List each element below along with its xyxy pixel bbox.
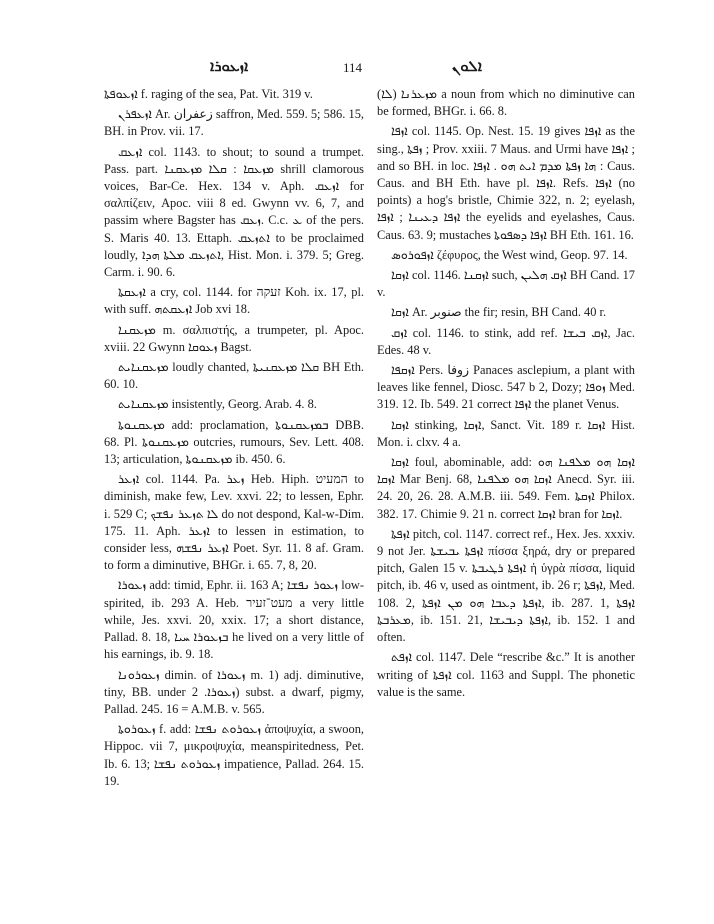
entry: ܐܙܦܬ col. 1147. Dele “rescribe &c.” It is another writing of ܐܙܦܬܐ col. 1163 and Suppl. The phonetic value is the same. <box>377 650 635 699</box>
entry: ܐܙܩܐ stinking, ܐܙܩܐ, Sanct. Vit. 189 r. ܐܙܩܐ Hist. Mon. i. clxv. 4 a. <box>377 417 635 449</box>
entry: ܙܥܘܪܘܬܐ f. add: ܙܥܘܪܘܬ ܢܦܫܐ ἀποψυχία, a swoon, Hippoc. vii 7, μικροψυχία, meanspiritedness, Pet. Ib. 6. 13; ܙܥܘܪܘܬ ܢܦܫܐ impatience, Pallad. 264. 15. 19. <box>104 722 364 788</box>
entry: ܡܙܥܩܢܐܝܬ insistently, Georg. Arab. 4. 8. <box>118 397 317 412</box>
right-column <box>377 86 635 704</box>
entry: ܐܙܩܐ Ar. صنوبر the fir; resin, BH Cand. 40 r. <box>391 305 607 320</box>
entry: ܙܥܘܪܐ add: timid, Ephr. ii. 163 A; ܙܥܘܪ ܢܦܫܐ low-spirited, ib. 293 A. Heb. מעט־זעיר a very little while, Jes. xxvi. 20, xxix. 17; a short distance, Pallad. 8. 18, ܒܙܥܘܪܐ ܚܝܐ he lived on a very little of his earnings, ib. 9. 18. <box>104 578 364 662</box>
entry: ܐܙܥܪ col. 1144. Pa. ܙܥܪ Heb. Hiph. המעיט to diminish, make few, Lev. xxvi. 22; to lessen, Ephr. i. 529 C; ܠܐ ܬܙܥܪ ܢܦܫܟ do not despond, Kal-w-Dim. 175. 11. Aph. ܐܙܥܪ to lessen in estimation, to consider less, ܐܙܥܪ ܢܦܫܗ Poet. Syr. 11. 8 af. Gram. to form a diminutive, BHGr. i. 65. 7, 8, 20. <box>104 472 364 573</box>
entry: ܐܙܦܬܐ pitch, col. 1147. correct ref., Hex. Jes. xxxiv. 9 not Jer. ܐܙܦܬܐ ܝܒܝܫܬܐ πίσσα ξηρά, dry or prepared pitch, Galen 15 v. ܐܙܦܬܐ ܪܛܝܒܬܐ ἡ ὑγρὰ πίσσα, liquid pitch, ib. 46 v, used as ointment, ib. 26 r; ܐܙܦܬܐ, Med. 108. 2, ܐܙܦܬܐ ܕܥܒܐ ܗܘ ܡܢ ܐܙܦܬܐ, ib. 287. 1, ܐܙܦܬܐ ܡܥܪܒܬܐ, ib. 151. 21, ܐܙܦܬܐ ܕܝܒܝܫܐ, ib. 152. 1 and often. <box>377 526 636 645</box>
page-number: 114 <box>343 60 363 75</box>
entry: ܐܙܦܘܪܘܣ ζέφυρος, the West wind, Geop. 97. 14. <box>391 247 628 262</box>
entry: ܡܙܥܪܢܐ (ܠܐ) a noun from which no diminutive can be formed, BHGr. i. 66. 8. <box>377 87 636 119</box>
entry: ܐܙܩ col. 1146. to stink, add ref. ܐܙܩ ܒܝܫܐ, Jac. Edes. 48 v. <box>377 325 635 357</box>
entry: ܡܙܥܩܢܐܝܬ loudly chanted, ܩܠܐ ܡܙܥܩܢܝܬܐ BH Eth. 60. 10. <box>104 360 364 392</box>
entry: ܐܙܥܩܬܐ a cry, col. 1144. for זעקה Koh. ix. 17, pl. with suff. ܐܙܥܩܬܗ Job xvi 18. <box>104 285 364 317</box>
running-head-left: ܐܙܥܘܪܐ <box>210 59 249 75</box>
entry: ܡܙܥܩܢܘܬܐ add: proclamation, ܒܡܙܥܩܢܘܬܐ DBB. 68. Pl. ܡܙܥܩܢܘܬܐ outcries, rumours, Sev. Lett. 408. 13; articulation, ܡܙܥܩܢܘܬܐ ib. 450. 6. <box>104 417 364 467</box>
entry: ܙܥܘܪܘܢܐ dimin. of ܙܥܘܪܐ m. 1) adj. diminutive, tiny, BB. under ܙܥܘܪܐ. 2) subst. a dwarf, pigmy, Pallad. 245. 16 = A.M.B. v. 565. <box>104 667 365 716</box>
entry: ܐܙܩܐ foul, abominable, add: ܐܙܩܐ ܗܘ ܡܠܦܢܐ ܗܘ ܐܙܩܐ Mar Benj. 68, ܐܙܩܐ ܗܘ ܡܠܦܢܐ Anecd. Syr. iii. 24. 20, 26. 28. A.M.B. iii. 549. Fem. ܐܙܩܬܐ Philox. 382. 17. Chimie 9. 21 n. correct ܐܙܩܐ bran for ܐܙܩܐ. <box>377 455 636 521</box>
entry: ܡܙܥܩܢܐ m. σαλπιστής, a trumpeter, pl. Apoc. xviii. 22 Gwynn ܙܥܘܩܐ Bagst. <box>104 322 364 354</box>
entry: ܐܙܥܘܦܬܐ f. raging of the sea, Pat. Vit. 319 v. <box>104 87 313 101</box>
entry: ܐܙܦܐ col. 1145. Op. Nest. 15. 19 gives ܐܙܦܐ as the sing., ܙܦܬܐ ; Prov. xxiii. 7 Maus. and Urmi have ܐܙܦܐ ; and so BH. in loc. ܗܐ ܙܦܬܐ ܡܕܡ ܐܝܬ ܗܘ . ܐܙܦܐ : Caus. Caus. and BH Eth. have pl. ܐܙܦܐ. Refs. ܐܙܦܐ (no points) a hog's bristle, Chimie 322, n. 2; eyelash, ܐܙܦܐ ܕܥܝܢܐ ; ܐܙܦܐ the eyelids and eyelashes, Caus. Caus. 63. 9; mustaches ܐܙܦܐ ܕܣܦܘܬܐ BH Eth. 161. 16. <box>377 124 635 242</box>
entry: ܐܙܥܦܪܢ Ar. زعفران saffron, Med. 559. 5; 586. 15, BH. in Prov. vii. 17. <box>104 107 364 139</box>
left-column <box>104 86 364 793</box>
entry: ܐܙܥܩ col. 1143. to shout; to sound a trumpet. Pass. part. ܡܙܥܩܐ : ܩܠܐ ܡܙܥܩܢܐ shrill clamorous voices, Bar-Ce. Hex. 134 v. Aph. ܐܙܥܩ for σαλπίζειν, Apoc. viii 8 ed. Gwynn vv. 6, 7, and passim where Bagster has ܙܥܩ. C.c. ܥ of the pers. S. Maris 40. 13. Ettaph. ܐܬܙܥܩ to be proclaimed loudly, ܐܬܙܥܩ ܡܠܬܐ ܗܕܐ, Hist. Mon. i. 379. 5; Greg. Carm. i. 90. 6. <box>104 144 364 280</box>
running-head-right: ܐܠܘܢ <box>452 59 483 75</box>
entry: ܐܙܩܐ col. 1146. ܐܙܩܢܐ such, ܐܙܩ ܗܠܝܢ BH Cand. 17 v. <box>377 268 635 300</box>
entry: ܐܙܩܦܐ Pers. زوفا Panaces asclepium, a plant with leaves like fennel, Diosc. 547 b 2, Dozy; ܙܘܦܐ Med. 319. 12. Ib. 549. 21 correct ܐܙܦܐ the planet Venus. <box>377 363 635 412</box>
